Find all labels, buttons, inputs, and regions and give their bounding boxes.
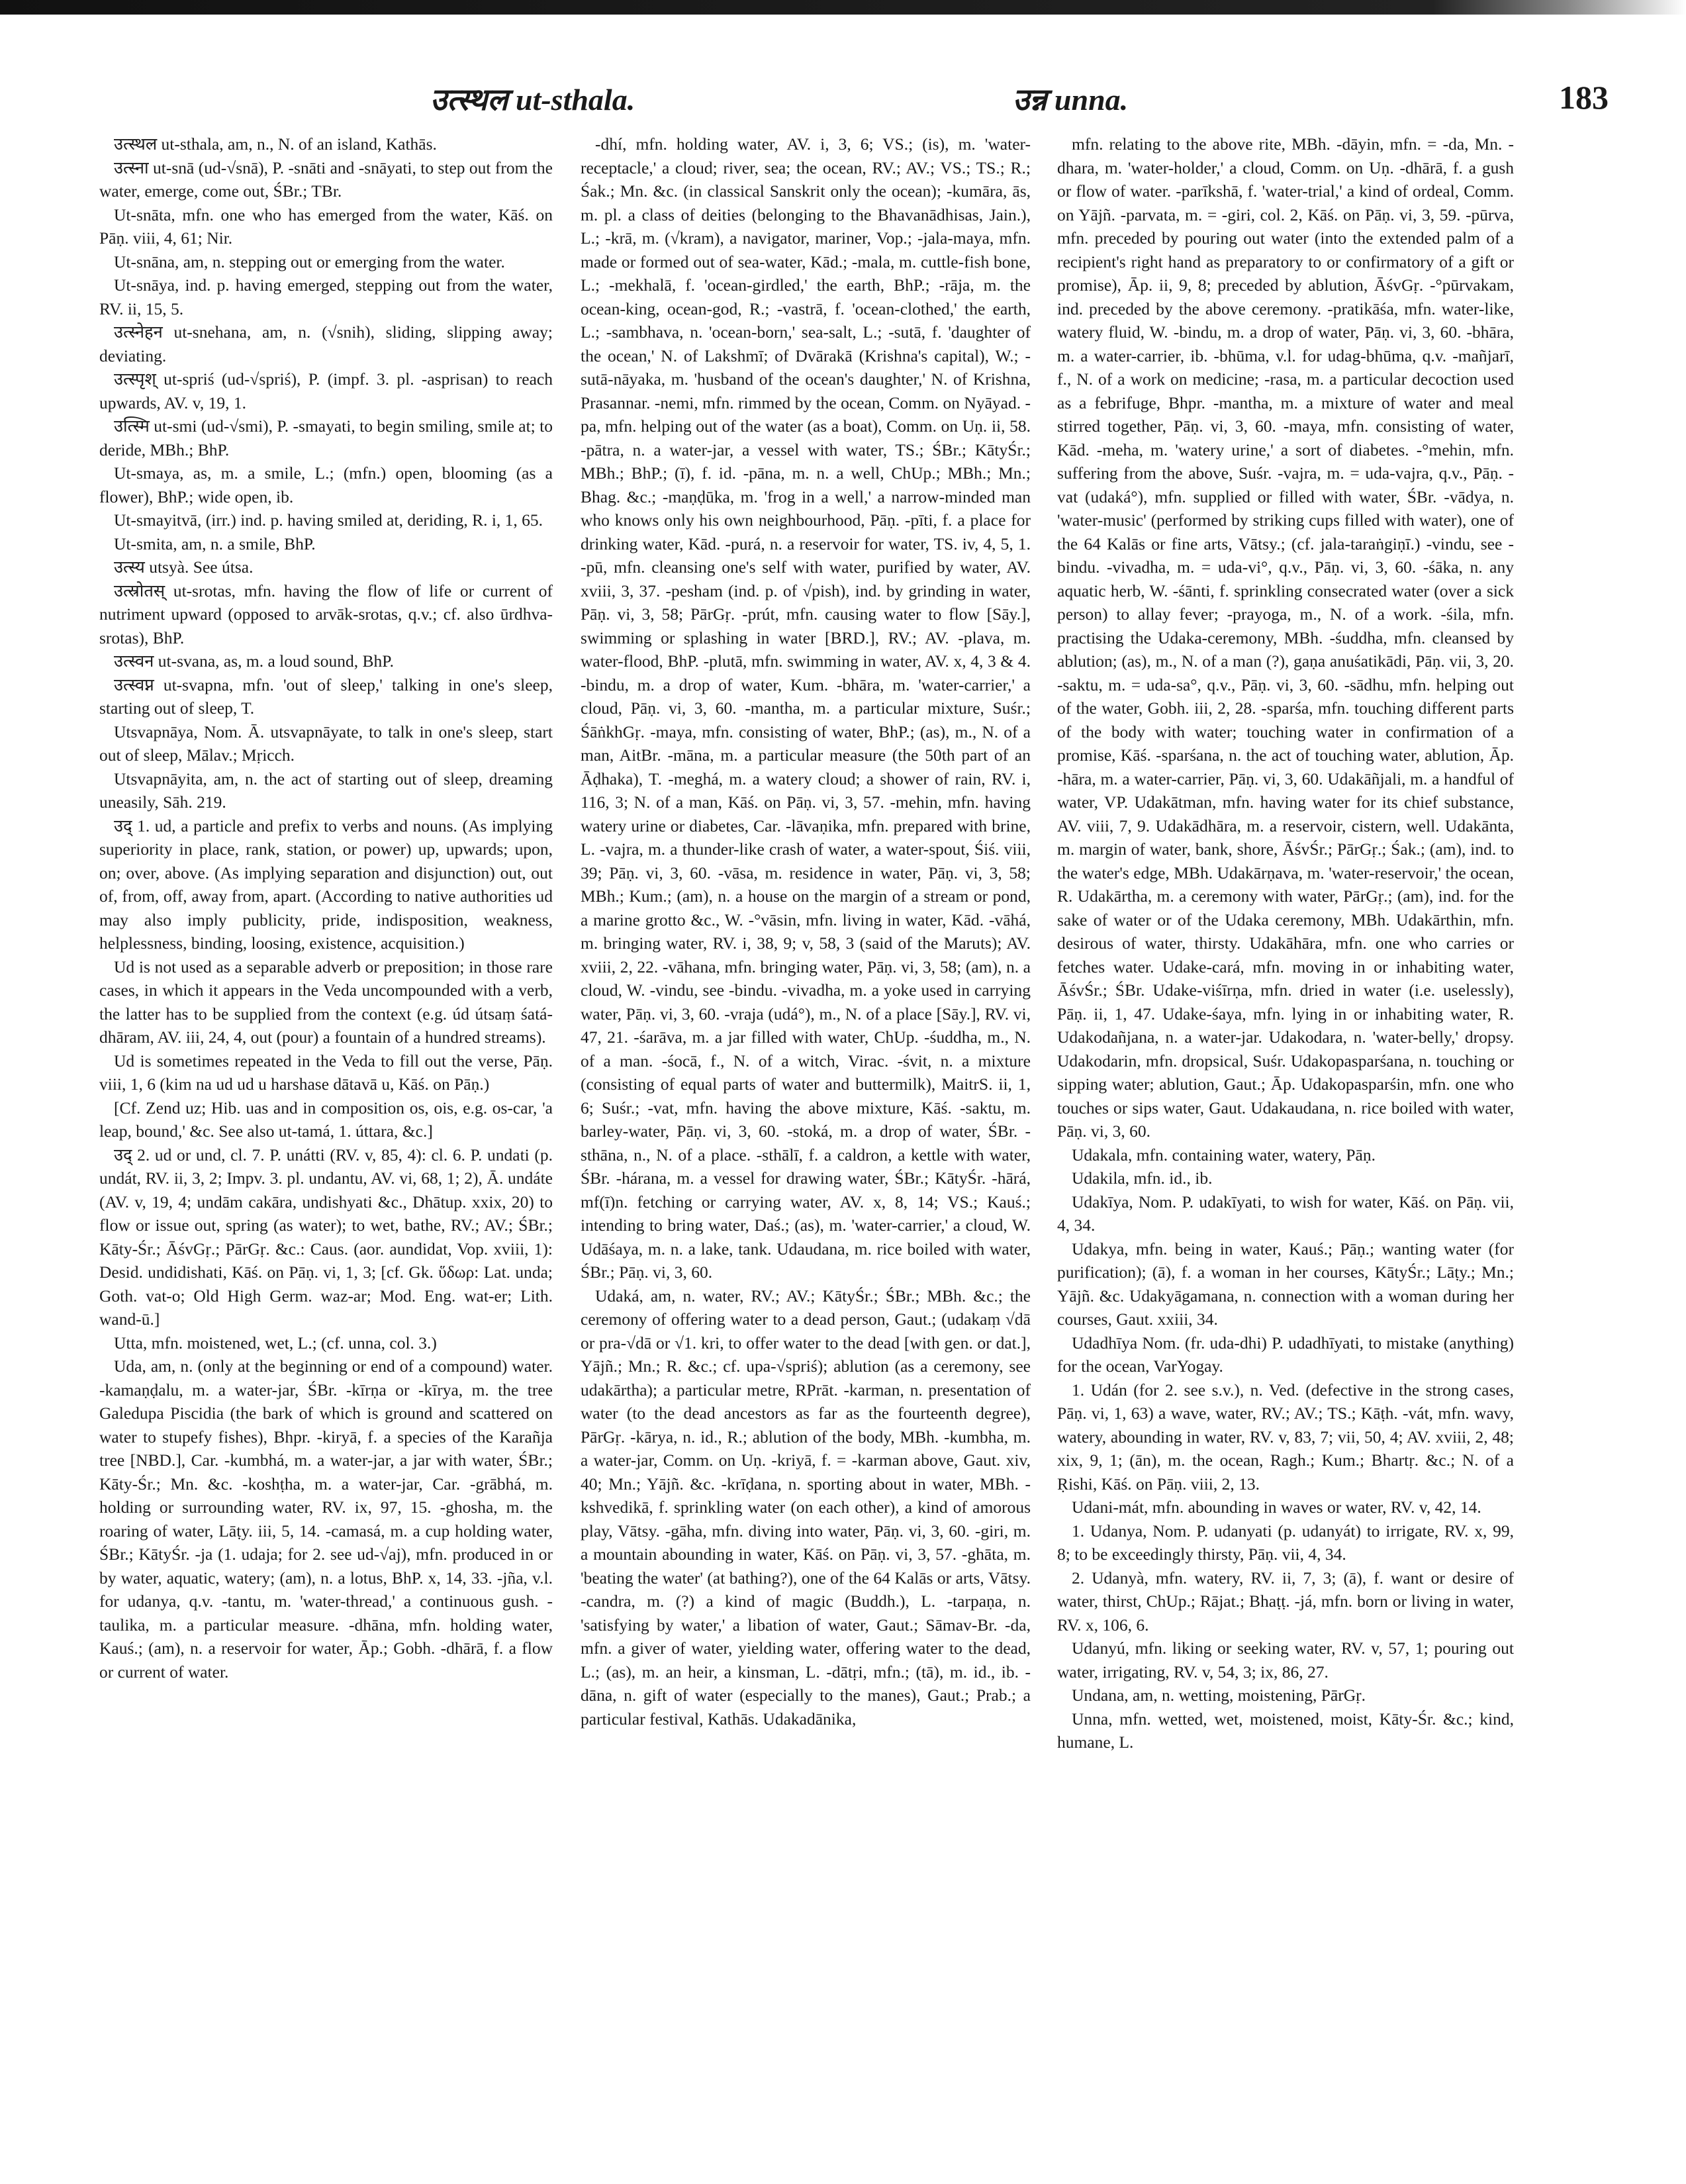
entry: Ut-snāta, mfn. one who has emerged from the water, Kāś. on Pāṇ. viii, 4, 61; Nir. xyxy=(99,205,553,248)
entry: उत्स्वन ut-svana, as, m. a loud sound, BhP. xyxy=(114,651,395,671)
entry: Ut-snāna, am, n. stepping out or emerging from the water. xyxy=(114,252,505,271)
entry: उद् 2. ud or und, cl. 7. P. unátti (RV. v, 85, 4): cl. 6. P. undati (p. undát, RV. ii, 3, 2; Impv. 3. pl. undantu, AV. vi, 68, 1; 2), Ā. undáte (AV. v, 19, 4; undām cakāra, undishyati &c., Dhātup. xxix, 20) to flow or issue out, spring (as water); to wet, bathe, RV.; AV.; ŚBr.; Kāty-Śr.; ĀśvGṛ.; PārGṛ. &c.: Caus. (aor. aundidat, Vop. xviii, 1): Desid. undidishati, Kāś. on Pāṇ. vi, 1, 3; [cf. Gk. ὕδωρ: Lat. unda; Goth. vat-o; Old High Germ. waz-ar; Mod. Eng. wat-er; Lith. wand-ū.] xyxy=(99,1145,553,1329)
entry: Undana, am, n. wetting, moistening, PārGṛ. xyxy=(1072,1685,1366,1705)
entry: Udakila, mfn. id., ib. xyxy=(1072,1168,1213,1188)
scan-top-edge xyxy=(0,0,1686,15)
entry: mfn. relating to the above rite, MBh. -dāyin, mfn. = -da, Mn. -dhara, m. 'water-holder,' a cloud, Comm. on Uṇ. -dhārā, f. a gush or flow of water. -parīkshā, f. 'water-trial,' a kind of ordeal, Comm. on Yājñ. -parvata, m. = -giri, col. 2, Kāś. on Pāṇ. vi, 3, 59. -pūrva, mfn. preceded by pouring out water (into the extended palm of a recipient's right hand as preparatory to or confirmatory of a gift or promise), Āp. ii, 9, 8; preceded by ablution, ĀśvGṛ. -°pūrvakam, ind. preceded by the above ceremony. -pratikāśa, mfn. water-like, watery fluid, W. -bindu, m. a drop of water, Pāṇ. vi, 3, 60. -bhāra, m. a water-carrier, ib. -bhūma, v.l. for udag-bhūma, q.v. -mañjarī, f., N. of a work on medicine; -rasa, m. a particular decoction used as a febrifuge, Bhpr. -mantha, m. a mixture of water and meal stirred together, Pāṇ. vi, 3, 60. -maya, mfn. consisting of water, Kād. -meha, m. 'watery urine,' a sort of diabetes. -°mehin, mfn. suffering from the above, Suśr. -vajra, m. = uda-vajra, q.v., Pāṇ. -vat (udaká°), mfn. supplied or filled with water, ŚBr. -vādya, n. 'water-music' (performed by striking cups filled with water), one of the 64 Kalās or fine arts, Vātsy.; (cf. jala-taraṅgiṇī.) -vindu, see -bindu. -vivadha, m. = uda-vi°, q.v., Pāṇ. vi, 3, 60. -śāka, n. any aquatic herb, W. -śānti, f. sprinkling consecrated water (over a sick person) to allay fever; -prayoga, m., N. of a work. -śila, mfn. practising the Udaka-ceremony, MBh. -śuddha, mfn. cleansed by ablution; (as), m., N. of a man (?), gaṇa anuśatikādi, Pāṇ. vii, 3, 20. -saktu, m. = uda-sa°, q.v., Pāṇ. vi, 3, 60. -sādhu, mfn. helping out of the water, Gobh. iii, 2, 28. -sparśa, mfn. touching different parts of the body with water; touching water in confirmation of a promise, Kāś. -sparśana, n. the act of touching water, ablution, Āp. -hāra, m. a water-carrier, Pāṇ. vi, 3, 60. Udakāñjali, m. a handful of water, VP. Udakātman, mfn. having water for its chief substance, AV. viii, 7, 9. Udakādhāra, m. a reservoir, cistern, well. Udakānta, m. margin of water, bank, shore, ĀśvŚr.; PārGṛ.; Śak.; (am), ind. to the water's edge, MBh. Udakārṇava, m. 'water-reservoir,' the ocean, R. Udakārtha, m. a ceremony with water, PārGṛ.; (am), ind. for the sake of water or of the Udaka ceremony, MBh. Udakārthin, mfn. desirous of water, thirsty. Udakāhāra, mfn. one who carries or fetches water. Udake-cará, mfn. moving in or inhabiting water, ĀśvŚr.; ŚBr. Udake-viśīrṇa, mfn. dried in water (i.e. uselessly), Pāṇ. ii, 1, 47. Udake-śaya, mfn. lying in or inhabiting water, R. Udakodañjana, n. a water-jar. Udakodara, n. 'water-belly,' dropsy. Udakodarin, mfn. dropsical, Suśr. Udakopasparśana, n. touching or sipping water; ablution, Gaut.; Āp. Udakopasparśin, mfn. one who touches or sips water, Gaut. Udakaudana, n. rice boiled with water, Pāṇ. vi, 3, 60. xyxy=(1057,134,1514,1141)
entry: उद् 1. ud, a particle and prefix to verbs and nouns. (As implying superiority in place, rank, station, or power) up, upwards; upon, on; over, above. (As implying separation and disjunction) out, out of, from, off, away from, apart. (According to native authorities ud may also imply publicity, pride, indisposition, weakness, helplessness, binding, loosing, existence, acquisition.) xyxy=(99,816,553,953)
entry: उत्स्य utsyà. See útsa. xyxy=(114,557,254,577)
entry: Udaká, am, n. water, RV.; AV.; KātyŚr.; ŚBr.; MBh. &c.; the ceremony of offering water to a dead person, Gaut.; (udakaṃ √dā or pra-√dā or √1. kri, to offer water to the dead [with gen. or dat.], Yājñ.; Mn.; R. &c.; cf. upa-√spriś); ablution (as a ceremony, see udakārtha); a particular metre, RPrāt. -karman, n. presentation of water (to the dead ancestors as far as the fourteenth degree), PārGṛ. -kārya, n. id., R.; ablution of the body, MBh. -kumbha, m. a water-jar, Comm. on Uṇ. -kriyā, f. = -karman above, Gaut. xiv, 40; Mn.; Yājñ. &c. -krīḍana, n. sporting about in water, MBh. -kshvedikā, f. sprinkling water (on each other), a kind of amorous play, Vātsy. -gāha, mfn. diving into water, Pāṇ. vi, 3, 60. -giri, m. a mountain abounding in water, Kāś. on Pāṇ. vi, 3, 57. -ghāta, m. 'beating the water' (at bathing?), one of the 64 Kalās or arts, Vātsy. -candra, m. (?) a kind of magic (Buddh.), L. -tarpaṇa, n. 'satisfying by water,' a libation of water, Gaut.; Sāmav-Br. -da, mfn. a giver of water, yielding water, offering water to the dead, L.; (as), m. an heir, a kinsman, L. -dātṛi, mfn.; (tā), m. id., ib. -dāna, n. gift of water (especially to the manes), Gaut.; Prab.; a particular festival, Kathās. Udakadānika, xyxy=(581,1286,1031,1729)
entry: Udakya, mfn. being in water, Kauś.; Pāṇ.; wanting water (for purification); (ā), f. a woman in her courses, KātyŚr.; Lāṭy.; Mn.; Yājñ. &c. Udakyāgamana, n. connection with a woman during her courses, Gaut. xxiii, 34. xyxy=(1057,1239,1514,1329)
entry: उत्स्वप्न ut-svapna, mfn. 'out of sleep,' talking in one's sleep, starting out of sleep, T. xyxy=(99,675,553,718)
entry: उत्स्मि ut-smi (ud-√smi), P. -smayati, to begin smiling, smile at; to deride, MBh.; BhP. xyxy=(99,416,553,459)
entry: Udanyú, mfn. liking or seeking water, RV. v, 57, 1; pouring out water, irrigating, RV. v, 54, 3; ix, 86, 27. xyxy=(1057,1638,1514,1682)
column-3 xyxy=(1057,132,1514,2158)
entry: उत्स्पृश् ut-spriś (ud-√spriś), P. (impf. 3. pl. -asprisan) to reach upwards, AV. v, 19, 1. xyxy=(99,369,553,412)
entry: 1. Udán (for 2. see s.v.), n. Ved. (defective in the strong cases, Pāṇ. vi, 1, 63) a wave, water, RV.; AV.; TS.; Kāṭh. -vát, mfn. wavy, watery, abounding in water, RV. v, 83, 7; vii, 50, 4; AV. xviii, 2, 48; xix, 9, 1; (ān), m. the ocean, Ragh.; Kum.; Bhartṛ. &c.; N. of a Ṛishi, Kāś. on Pāṇ. viii, 2, 13. xyxy=(1057,1380,1514,1494)
entry: Utsvapnāya, Nom. Ā. utsvapnāyate, to talk in one's sleep, start out of sleep, Mālav.; Mṛicch. xyxy=(99,722,553,765)
entry: [Cf. Zend uz; Hib. uas and in composition os, ois, e.g. os-car, 'a leap, bound,' &c. See also ut-tamá, 1. úttara, &c.] xyxy=(99,1098,553,1141)
entry: 1. Udanya, Nom. P. udanyati (p. udanyát) to irrigate, RV. x, 99, 8; to be exceedingly thirsty, Pāṇ. vii, 4, 34. xyxy=(1057,1521,1514,1564)
page-header xyxy=(99,78,1609,131)
entry: Ut-snāya, ind. p. having emerged, stepping out from the water, RV. ii, 15, 5. xyxy=(99,275,553,318)
entry: 2. Udanyà, mfn. watery, RV. ii, 7, 3; (ā), f. want or desire of water, thirst, ChUp.; Rājat.; Bhaṭṭ. -já, mfn. born or living in water, RV. x, 106, 6. xyxy=(1057,1568,1514,1635)
entry: Udakala, mfn. containing water, watery, Pāṇ. xyxy=(1072,1145,1376,1164)
column-2 xyxy=(581,132,1031,2158)
entry: Udani-mát, mfn. abounding in waves or water, RV. v, 42, 14. xyxy=(1072,1497,1481,1517)
entry: उत्स्ना ut-snā (ud-√snā), P. -snāti and -snāyati, to step out from the water, emerge, come out, ŚBr.; TBr. xyxy=(99,158,553,201)
entry: उत्स्नेहन ut-snehana, am, n. (√snih), sliding, slipping away; deviating. xyxy=(99,322,553,365)
entry: Utta, mfn. moistened, wet, L.; (cf. unna, col. 3.) xyxy=(114,1333,437,1353)
page-number: 183 xyxy=(1559,79,1609,116)
entry: Udadhīya Nom. (fr. uda-dhi) P. udadhīyati, to mistake (anything) for the ocean, VarYogay. xyxy=(1057,1333,1514,1376)
entry: Utsvapnāyita, am, n. the act of starting out of sleep, dreaming uneasily, Sāh. 219. xyxy=(99,769,553,812)
entry: -dhí, mfn. holding water, AV. i, 3, 6; VS.; (is), m. 'water-receptacle,' a cloud; river, sea; the ocean, RV.; AV.; VS.; TS.; R.; Śak.; Mn. &c. (in classical Sanskrit only the ocean); -kumāra, ās, m. pl. a class of deities (belonging to the Bhavanādhisas, Jain.), L.; -krā, m. (√kram), a navigator, mariner, Vop.; -jala-maya, mfn. made or formed out of sea-water, Kād.; -mala, m. cuttle-fish bone, L.; -mekhalā, f. 'ocean-girdled,' the earth, BhP.; -rāja, m. the ocean-king, ocean-god, R.; -vastrā, f. 'ocean-clothed,' the earth, L.; -sambhava, n. 'ocean-born,' sea-salt, L.; -sutā, f. 'daughter of the ocean,' N. of Lakshmī; of Dvārakā (Krishna's capital), W.; -sutā-nāyaka, m. 'husband of the ocean's daughter,' N. of Krishna, Prasannar. -nemi, mfn. rimmed by the ocean, Comm. on Nyāyad. -pa, mfn. helping out of the water (as a boat), Comm. on Uṇ. ii, 58. -pātra, n. a water-jar, a vessel with water, TS.; ŚBr.; KātyŚr.; MBh.; BhP.; (ī), f. id. -pāna, m. n. a well, ChUp.; MBh.; Mn.; Bhag. &c.; -maṇḍūka, m. 'frog in a well,' a narrow-minded man who knows only his own neighbourhood, Pāṇ. -pīti, f. a place for drinking water, Kād. -purá, n. a reservoir for water, TS. iv, 4, 5, 1. -pū, mfn. cleansing one's self with water, purified by water, AV. xviii, 3, 37. -pesham (ind. p. of √pish), ind. by grinding in water, Pāṇ. vi, 3, 58; PārGṛ. -prút, mfn. causing water to flow [Sāy.], swimming or splashing in water [BRD.], RV.; AV. -plava, m. water-flood, BhP. -plutā, mfn. swimming in water, AV. x, 4, 3 & 4. -bindu, m. a drop of water, Kum. -bhāra, m. 'water-carrier,' a cloud, Pāṇ. vi, 3, 60. -mantha, m. a particular mixture, Suśr.; ŚāṅkhGṛ. -maya, mfn. consisting of water, BhP.; (as), m., N. of a man, AitBr. -māna, m. a particular measure (the 50th part of an Āḍhaka), T. -meghá, m. a watery cloud; a shower of rain, RV. i, 116, 3; N. of a man, Kāś. on Pāṇ. vi, 3, 57. -mehin, mfn. having watery urine or diabetes, Car. -lāvaṇika, mfn. prepared with brine, L. -vajra, m. a thunder-like crash of water, a water-spout, Śiś. viii, 39; Pāṇ. vi, 3, 60. -vāsa, m. residence in water, Pāṇ. vi, 3, 58; MBh.; Kum.; (am), n. a house on the margin of a stream or pond, a marine grotto &c., W. -°vāsin, mfn. living in water, Kād. -vāhá, m. bringing water, RV. i, 38, 9; v, 58, 3 (said of the Maruts); AV. xviii, 2, 22. -vāhana, mfn. bringing water, Pāṇ. vi, 3, 58; (am), n. a cloud, W. -vindu, see -bindu. -vivadha, m. a yoke used in carrying water, Pāṇ. vi, 3, 60. -vraja (udá°), m., N. of a place [Sāy.], RV. vi, 47, 21. -śarāva, m. a jar filled with water, ChUp. -śuddha, m., N. of a man. -śocā, f., N. of a witch, Virac. -śvit, n. a mixture (consisting of equal parts of water and buttermilk), MaitrS. ii, 1, 6; Suśr.; -vat, mfn. having the above mixture, Kāś. -saktu, m. barley-water, Pāṇ. vi, 3, 60. -stoká, m. a drop of water, ŚBr. -sthāna, n., N. of a place. -sthālī, f. a caldron, a kettle with water, ŚBr. -hárana, m. a vessel for drawing water, ŚBr.; KātyŚr. -hārá, mf(ī)n. fetching or carrying water, AV. x, 8, 14; VS.; Kauś.; intending to bring water, Daś.; (as), m. 'water-carrier,' a cloud, W. Udāśaya, m. n. a lake, tank. Udaudana, m. rice boiled with water, ŚBr.; Pāṇ. vi, 3, 60. xyxy=(581,134,1031,1282)
entry: Ud is sometimes repeated in the Veda to fill out the verse, Pāṇ. viii, 1, 6 (kim na ud ud u harshase dātavā u, Kāś. on Pāṇ.) xyxy=(99,1051,553,1094)
column-1 xyxy=(99,132,553,2158)
entry: उत्स्थल ut-sthala, am, n., N. of an island, Kathās. xyxy=(114,134,437,154)
entry: Ut-smayitvā, (irr.) ind. p. having smiled at, deriding, R. i, 1, 65. xyxy=(114,510,543,530)
entry: Ut-smaya, as, m. a smile, L.; (mfn.) open, blooming (as a flower), BhP.; wide open, ib. xyxy=(99,463,553,506)
entry: Udakīya, Nom. P. udakīyati, to wish for water, Kāś. on Pāṇ. vii, 4, 34. xyxy=(1057,1192,1514,1235)
entry: Ut-smita, am, n. a smile, BhP. xyxy=(114,534,316,553)
entry: Ud is not used as a separable adverb or preposition; in those rare cases, in which it appears in the Veda uncompounded with a verb, the latter has to be supplied from the context (e.g. úd útsaṃ śatá-dhāram, AV. iii, 24, 4, out (pour) a fountain of a hundred streams). xyxy=(99,957,553,1047)
running-head-center: उन्न unna. xyxy=(1013,83,1129,117)
entry: उत्स्रोतस् ut-srotas, mfn. having the flow of life or current of nutriment upward (opposed to arvāk-srotas, q.v.; cf. also ūrdhva-srotas), BhP. xyxy=(99,581,553,647)
running-head-left: उत्स्थल ut-sthala. xyxy=(430,83,635,117)
entry: Unna, mfn. wetted, wet, moistened, moist, Kāty-Śr. &c.; kind, humane, L. xyxy=(1057,1709,1514,1752)
entry: Uda, am, n. (only at the beginning or end of a compound) water. -kamaṇḍalu, m. a water-jar, ŚBr. -kīrṇa or -kīrya, m. the tree Galedupa Piscidia (the bark of which is ground and scattered on water to stupefy fishes), Bhpr. -kiryā, f. a species of the Karañja tree [NBD.], Car. -kumbhá, m. a water-jar, a jar with water, ŚBr.; Kāty-Śr.; Mn. &c. -koshṭha, m. a water-jar, Car. -grābhá, m. holding or surrounding water, RV. ix, 97, 15. -ghosha, m. the roaring of water, Lāṭy. iii, 5, 14. -camasá, m. a cup holding water, ŚBr.; KātyŚr. -ja (1. udaja; for 2. see ud-√aj), mfn. produced in or by water, aquatic, watery; (am), n. a lotus, BhP. x, 14, 33. -jña, v.l. for udanya, q.v. -tantu, m. 'water-thread,' a continuous gush. -taulika, m. a particular measure. -dhāna, mfn. holding water, Kauś.; (am), n. a reservoir for water, Āp.; Gobh. -dhārā, f. a flow or current of water. xyxy=(99,1356,553,1682)
